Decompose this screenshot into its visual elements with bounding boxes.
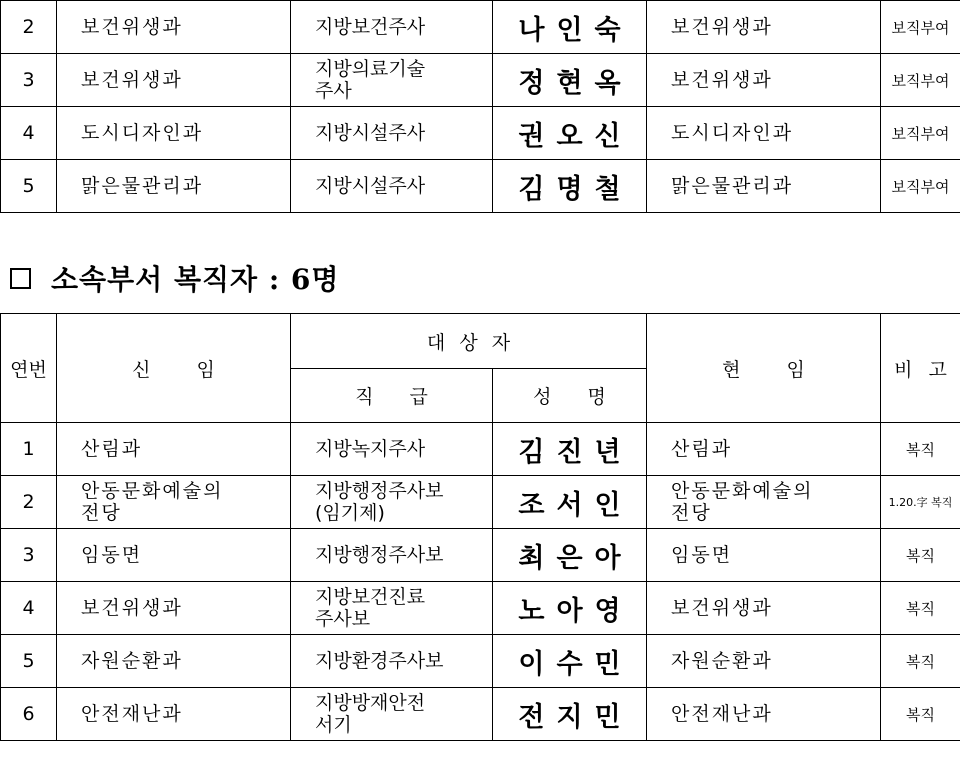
new-post-cell-line: 임동면 <box>81 544 143 566</box>
grade-cell-line: 지방의료기술 <box>315 58 426 80</box>
grade-cell-line: 지방행정주사보 <box>315 480 444 502</box>
grade-cell-line: 지방행정주사보 <box>315 544 444 566</box>
current-post-cell-line: 전당 <box>671 502 712 524</box>
grade-cell <box>291 1 493 54</box>
note-cell: 보직부여 <box>881 160 960 213</box>
grade-cell-line: 지방환경주사보 <box>315 650 444 672</box>
grade-cell <box>291 635 493 688</box>
new-post-cell: 맑은물관리과 <box>57 160 291 213</box>
note-cell: 보직부여 <box>881 54 960 107</box>
grade-cell <box>291 423 493 476</box>
grade-cell-line: 주사보 <box>315 608 371 630</box>
current-post-cell <box>647 423 881 476</box>
checkbox-square-icon <box>10 268 31 289</box>
grade-cell <box>291 107 493 160</box>
row-number: 4 <box>1 107 57 160</box>
current-post-cell-line: 보건위생과 <box>671 597 773 619</box>
person-name: 나인숙 <box>493 1 647 54</box>
grade-cell <box>291 160 493 213</box>
table-row <box>1 635 960 688</box>
grade-cell <box>291 688 493 741</box>
new-post-cell-line: 안전재난과 <box>81 703 183 725</box>
current-post-cell-line: 임동면 <box>671 544 733 566</box>
new-post-cell <box>57 582 291 635</box>
row-number: 3 <box>1 54 57 107</box>
current-post-cell <box>647 635 881 688</box>
grade-cell-line: 서기 <box>315 714 352 736</box>
grade-cell-line: 지방시설주사 <box>315 122 426 144</box>
note-cell: 보직부여 <box>881 107 960 160</box>
table-row <box>1 688 960 741</box>
note-cell: 복직 <box>881 635 960 688</box>
table-row <box>1 54 960 107</box>
table-row <box>1 582 960 635</box>
note-cell: 복직 <box>881 688 960 741</box>
row-number: 6 <box>1 688 57 741</box>
new-post-cell-line: 전당 <box>81 502 122 524</box>
table-row <box>1 423 960 476</box>
new-post-cell: 보건위생과 <box>57 1 291 54</box>
reinstatement-table <box>0 313 960 741</box>
grade-cell <box>291 54 493 107</box>
row-number: 4 <box>1 582 57 635</box>
current-post-cell-line: 자원순환과 <box>671 650 773 672</box>
grade-cell-line: 지방보건진료 <box>315 586 426 608</box>
header-note: 비 고 <box>881 314 960 423</box>
new-post-cell-line: 안동문화예술의 <box>81 480 224 502</box>
note-cell: 보직부여 <box>881 1 960 54</box>
note-cell: 복직 <box>881 582 960 635</box>
person-name: 정현옥 <box>493 54 647 107</box>
row-number: 5 <box>1 635 57 688</box>
grade-cell <box>291 582 493 635</box>
new-post-cell: 보건위생과 <box>57 54 291 107</box>
new-post-cell <box>57 688 291 741</box>
person-name: 이수민 <box>493 635 647 688</box>
row-number: 1 <box>1 423 57 476</box>
current-post-cell: 보건위생과 <box>647 1 881 54</box>
grade-cell-line: 지방보건주사 <box>315 16 426 38</box>
table-row <box>1 476 960 529</box>
current-post-cell-line: 안동문화예술의 <box>671 480 814 502</box>
grade-cell-line: 지방녹지주사 <box>315 438 426 460</box>
current-post-cell <box>647 529 881 582</box>
new-post-cell <box>57 529 291 582</box>
person-name: 김명철 <box>493 160 647 213</box>
section-title: 소속부서 복직자 : 6명 <box>51 263 340 296</box>
current-post-cell: 도시디자인과 <box>647 107 881 160</box>
table-row <box>1 160 960 213</box>
header-grade: 직 급 <box>291 369 493 423</box>
note-cell: 복직 <box>881 529 960 582</box>
person-name: 전지민 <box>493 688 647 741</box>
header-new-post: 신 임 <box>57 314 291 423</box>
row-number: 2 <box>1 1 57 54</box>
new-post-cell-line: 자원순환과 <box>81 650 183 672</box>
current-post-cell <box>647 688 881 741</box>
grade-cell-line: 지방방재안전 <box>315 692 426 714</box>
person-name: 최은아 <box>493 529 647 582</box>
grade-cell <box>291 529 493 582</box>
table-row <box>1 107 960 160</box>
note-cell: 1.20.字 복직 <box>881 476 960 529</box>
grade-cell-line: 주사 <box>315 80 352 102</box>
note-cell: 복직 <box>881 423 960 476</box>
current-post-cell-line: 산림과 <box>671 438 733 460</box>
row-number: 2 <box>1 476 57 529</box>
current-post-cell <box>647 582 881 635</box>
current-post-cell: 맑은물관리과 <box>647 160 881 213</box>
person-name: 권오신 <box>493 107 647 160</box>
row-number: 3 <box>1 529 57 582</box>
header-current: 현 임 <box>647 314 881 423</box>
section-heading <box>10 258 339 298</box>
header-no: 연번 <box>1 314 57 423</box>
grade-cell-line: (임기제) <box>315 502 385 524</box>
header-name: 성 명 <box>493 369 647 423</box>
new-post-cell-line: 산림과 <box>81 438 143 460</box>
table-row <box>1 1 960 54</box>
person-name: 김진년 <box>493 423 647 476</box>
grade-cell-line: 지방시설주사 <box>315 175 426 197</box>
new-post-cell: 도시디자인과 <box>57 107 291 160</box>
current-post-cell: 보건위생과 <box>647 54 881 107</box>
current-post-cell-line: 안전재난과 <box>671 703 773 725</box>
header-target: 대 상 자 <box>291 314 647 369</box>
new-post-cell <box>57 476 291 529</box>
new-post-cell-line: 보건위생과 <box>81 597 183 619</box>
current-post-cell <box>647 476 881 529</box>
new-post-cell <box>57 635 291 688</box>
row-number: 5 <box>1 160 57 213</box>
table-row <box>1 529 960 582</box>
grade-cell <box>291 476 493 529</box>
person-name: 노아영 <box>493 582 647 635</box>
person-name: 조서인 <box>493 476 647 529</box>
reassignment-table <box>0 0 960 213</box>
new-post-cell <box>57 423 291 476</box>
